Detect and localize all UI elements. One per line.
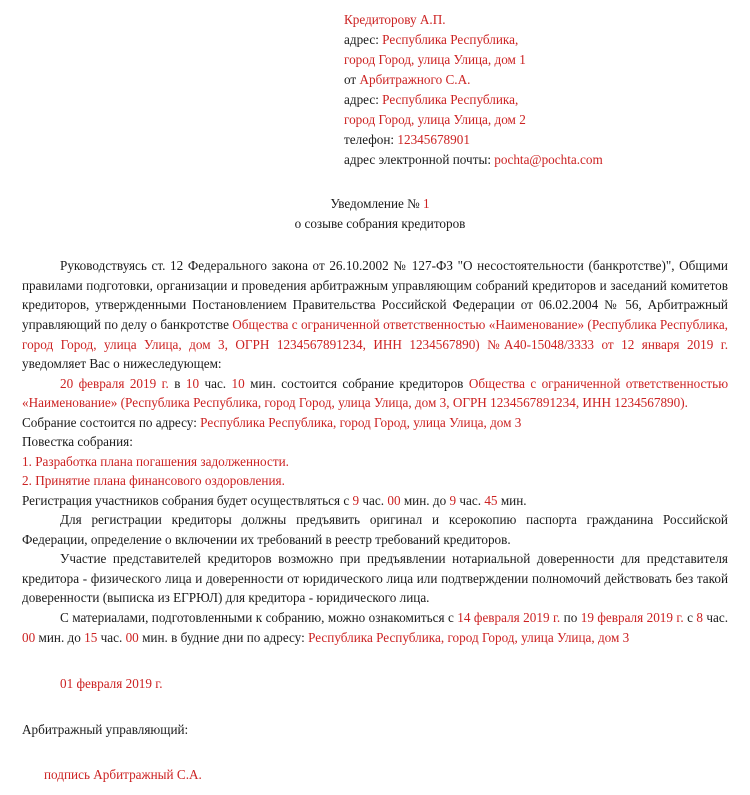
email-value: pochta@pochta.com [494, 152, 603, 168]
document-body [22, 256, 728, 647]
registration-to-minutes-label: мин. [500, 492, 527, 508]
phone-label: телефон: [344, 132, 395, 148]
signature-date [60, 674, 728, 693]
addressee-address-line-2 [344, 50, 750, 70]
paragraph-meeting-datetime [22, 374, 728, 413]
sender-name-value: Арбитражного С.А. [359, 72, 471, 88]
sender-address-value-2: город Город, улица Улица, дом 2 [344, 112, 526, 128]
materials-date-from: 14 февраля 2019 г. [457, 609, 561, 625]
phone-value: 12345678901 [397, 132, 470, 148]
registration-from-minutes-label: мин. [403, 492, 430, 508]
meeting-at-word: в [174, 375, 181, 391]
paragraph-representatives: Участие представителей кредиторов возможно при предъявлении нотариальной доверенности для представителя кредитора - физического лица и доверенности от юридического лица или подтверждении полномочий действовать без такой доверенности (выписка из ЕГРЮЛ) для кредитора - юридического лица. [22, 551, 728, 606]
addressee-address-line-1 [344, 30, 750, 50]
notification-number: 1 [423, 195, 430, 211]
addressee-name [344, 10, 750, 30]
materials-from-minutes-label: мин. [38, 629, 65, 645]
registration-from-minutes: 00 [387, 492, 401, 508]
paragraph-registration-documents: Для регистрации кредиторы должны предъявить оригинал и ксерокопию паспорта гражданина Российской Федерации, определение о включении их требований в реестр требований кредиторов. [22, 512, 728, 547]
materials-to-minutes: 00 [125, 629, 139, 645]
sender-address-label: адрес: [344, 92, 379, 108]
materials-from-hours: 8 [696, 609, 703, 625]
registration-to-minutes: 45 [484, 492, 498, 508]
sender-phone [344, 130, 750, 150]
registration-from-hours: 9 [352, 492, 360, 508]
materials-static-1: С материалами, подготовленными к собранию, можно ознакомиться с [60, 609, 454, 625]
materials-from-minutes: 00 [22, 629, 36, 645]
document-title [32, 194, 728, 214]
signature-line [44, 765, 728, 784]
materials-to-minutes-label: мин. [142, 629, 168, 645]
meeting-minutes: 10 [231, 375, 245, 391]
header-address-block [344, 10, 750, 171]
registration-to-hours-label: час. [459, 492, 482, 508]
materials-from-hours-label: час. [706, 609, 729, 625]
legal-basis-static: Руководствуясь ст. 12 Федерального закона от 26.10.2002 № 127-ФЗ "О несостоятельности (банкротстве)", Общими правилами подготовки, организации и проведения арбитражным управляющим собраний кредиторов и заседаний комитетов кредиторов, утвержденными Постановлением Правительства Российской Федерации от 06.02.2004 № 56, Арбитражный управляющий по делу о банкротстве [22, 258, 728, 332]
sender-prefix: от [344, 72, 357, 88]
materials-date-to: 19 февраля 2019 г. [580, 609, 684, 625]
case-number: №А40-15048/3333 [487, 336, 595, 352]
meeting-minutes-label: мин. [250, 375, 276, 391]
materials-address: Республика Республика, город Город, улица Улица, дом 3 [308, 629, 630, 645]
addressee-address-value-2: город Город, улица Улица, дом 1 [344, 52, 526, 68]
registration-from-hours-label: час. [362, 492, 385, 508]
registration-to-word: до [432, 492, 447, 508]
debtor-details-2: Общества с ограниченной ответственностью «Наименование» (Республика Республика, город Город, улица Улица, дом 3, ОГРН 1234567891234, ИНН 1234567890). [22, 375, 729, 411]
agenda-item-1 [22, 452, 728, 472]
materials-s-word: с [687, 609, 693, 625]
paragraph-legal-basis [22, 256, 728, 373]
addressee-address-label: адрес: [344, 32, 379, 48]
document-title-block [32, 194, 728, 235]
paragraph-meeting-address [22, 413, 728, 433]
debtor-details-1: Общества с ограниченной ответственностью «Наименование» (Республика Республика, город Город, улица Улица, дом 3, ОГРН 1234567891234, ИНН 1234567890) [22, 317, 728, 352]
document-subtitle: о созыве собрания кредиторов [294, 215, 466, 231]
agenda-label: Повестка собрания: [22, 434, 133, 450]
sender-address-line-2 [344, 110, 750, 130]
signatory-role: Арбитражный управляющий: [22, 722, 189, 738]
sender-email [344, 150, 750, 170]
legal-basis-tail: уведомляет Вас о нижеследующем: [22, 356, 222, 372]
agenda-item-2 [22, 471, 728, 491]
email-label: адрес электронной почты: [344, 152, 491, 168]
meeting-date: 20 февраля 2019 г. [60, 375, 169, 391]
paragraph-registration-time [22, 491, 728, 511]
signature-line-value: подпись Арбитражный С.А. [44, 766, 202, 782]
meeting-address-label: Собрание состоится по адресу: [22, 414, 197, 430]
case-date: от 12 января 2019 г. [601, 336, 729, 352]
paragraph-materials-review [22, 608, 728, 647]
sender-address-line-1 [344, 90, 750, 110]
title-static: Уведомление № [330, 195, 420, 211]
addressee-name-value: Кредиторову А.П. [344, 12, 446, 27]
meeting-static: состоится собрание кредиторов [281, 375, 464, 391]
materials-static-2: в будние дни по адресу: [171, 629, 305, 645]
agenda-item-2-text: Принятие плана финансового оздоровления. [35, 473, 285, 489]
materials-po-word: по [563, 609, 578, 625]
materials-to-hours: 15 [84, 629, 98, 645]
agenda-item-1-text: Разработка плана погашения задолженности. [35, 453, 289, 469]
sender-address-value-1: Республика Республика, [382, 92, 519, 108]
registration-to-hours: 9 [449, 492, 457, 508]
materials-do-word: до [67, 629, 81, 645]
agenda-item-1-number: 1. [22, 453, 32, 469]
registration-static: Регистрация участников собрания будет осуществляться с [22, 492, 350, 508]
signature-date-value: 01 февраля 2019 г. [60, 676, 163, 692]
sender-name [344, 70, 750, 90]
meeting-hours-label: час. [204, 375, 227, 391]
agenda-item-2-number: 2. [22, 473, 32, 489]
meeting-address-value: Республика Республика, город Город, улица Улица, дом 3 [200, 414, 522, 430]
meeting-hours: 10 [185, 375, 200, 391]
materials-to-hours-label: час. [100, 629, 123, 645]
addressee-address-value-1: Республика Республика, [382, 32, 519, 48]
